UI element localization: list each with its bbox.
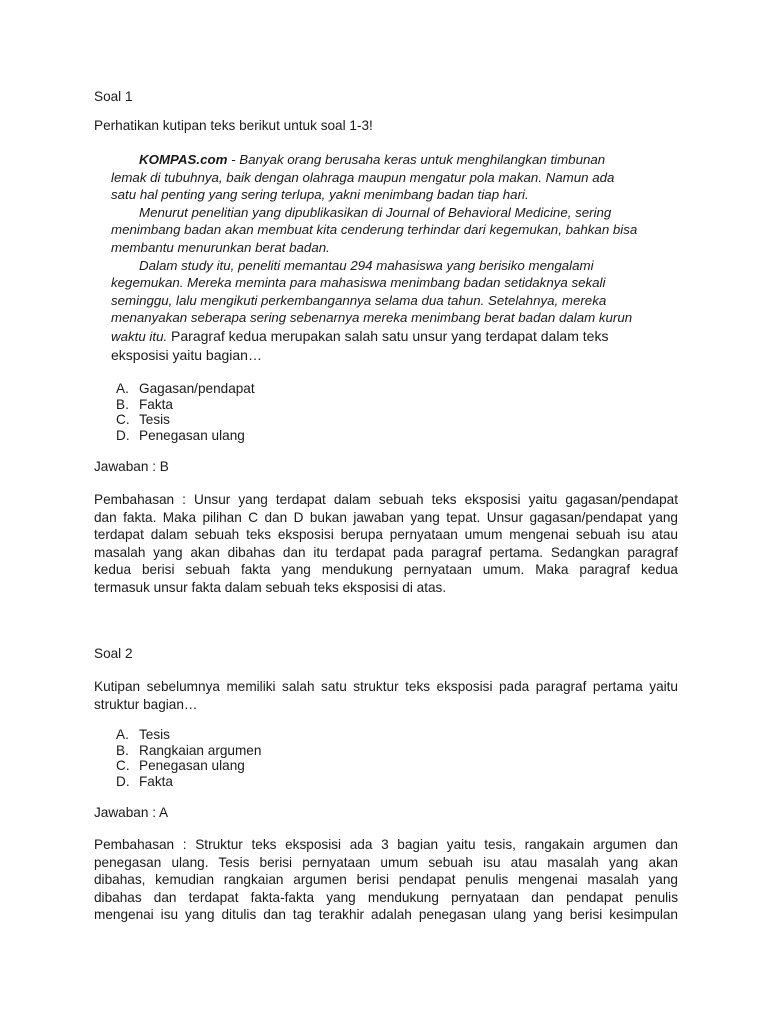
soal-1-title: Soal 1 xyxy=(94,89,133,104)
option-b: B. Fakta xyxy=(116,396,173,412)
soal-2-explanation xyxy=(94,836,678,924)
quote-line: KOMPAS.com - Banyak orang berusaha keras untuk menghilangkan timbunan xyxy=(139,152,606,167)
question-line: Kutipan sebelumnya memiliki salah satu struktur teks eksposisi pada paragraf pertama yaitu xyxy=(94,679,678,694)
explanation-line: mengenai isu yang ditulis dan tag terakhir adalah penegasan ulang yang berisi kesimpulan xyxy=(94,907,678,922)
explanation-line: kedua berisi sebuah fakta yang mendukung pernyataan umum. Maka paragraf kedua xyxy=(94,562,678,577)
quote-line: satu hal penting yang sering terlupa, yakni menimbang badan tiap hari. xyxy=(111,187,529,203)
option-c: C. Penegasan ulang xyxy=(116,758,245,773)
quote-line: menimbang badan akan membuat kita cenderung terhindar dari kegemukan, bahkan bisa xyxy=(111,222,638,238)
option-d: D. Fakta xyxy=(116,773,173,789)
soal-2-question xyxy=(94,678,678,713)
soal-2-answer: Jawaban : A xyxy=(94,805,169,820)
soal-2-options xyxy=(116,727,676,789)
quote-line: menanyakan seberapa sering sebenarnya mereka menimbang berat badan dalam kurun xyxy=(111,310,633,326)
explanation-line: Pembahasan : Unsur yang terdapat dalam sebuah teks eksposisi yaitu gagasan/pendapat xyxy=(94,492,678,507)
quote-line: lemak di tubuhnya, baik dengan olahraga maupun mengatur pola makan. Namun ada xyxy=(111,169,615,185)
question-line: struktur bagian… xyxy=(94,696,198,712)
explanation-line: terdapat dalam sebuah teks eksposisi berupa pernyataan umum mengenai sebuah isu atau xyxy=(94,527,678,542)
question-text: Paragraf kedua merupakan salah satu unsur yang terdapat dalam teks xyxy=(167,327,609,344)
quote-line: membantu menurunkan berat badan. xyxy=(111,239,330,255)
quote-source: KOMPAS.com xyxy=(139,152,228,167)
quoted-article xyxy=(111,151,678,365)
option-d: D. Penegasan ulang xyxy=(116,427,245,443)
quote-line: seminggu, lalu mengikuti perkembangannya selama dua tahun. Setelahnya, mereka xyxy=(111,292,607,308)
explanation-line: masalah yang akan dibahas dan itu terdapat pada paragraf pertama. Sedangkan paragraf xyxy=(94,544,678,560)
explanation-line: dan fakta. Maka pilihan C dan D bukan jawaban yang tepat. Unsur gagasan/pendapat yang xyxy=(94,509,678,525)
explanation-line: dibahas, kemudian rangkaian argumen berisi pendapat penulis mengenai masalah yang xyxy=(94,872,678,887)
explanation-line: termasuk unsur fakta dalam sebuah teks eksposisi di atas. xyxy=(94,579,447,595)
option-a: A. Gagasan/pendapat xyxy=(116,381,255,396)
explanation-line: penegasan ulang. Tesis berisi pernyataan umum sebuah isu atau masalah yang akan xyxy=(94,854,678,870)
quote-line: waktu itu. Paragraf kedua merupakan salah satu unsur yang terdapat dalam teks xyxy=(111,327,609,344)
option-a: A. Tesis xyxy=(116,727,170,742)
soal-1-instruction: Perhatikan kutipan teks berikut untuk soal 1-3! xyxy=(94,118,373,133)
soal-1-options xyxy=(116,381,676,443)
explanation-line: dibahas dan terdapat fakta-fakta yang mendukung pernyataan dan pendapat penulis xyxy=(94,889,678,905)
quote-line: kegemukan. Mereka meminta para mahasiswa menimbang badan setidaknya sekali xyxy=(111,275,606,291)
explanation-line: Pembahasan : Struktur teks eksposisi ada 3 bagian yaitu tesis, rangakain argumen dan xyxy=(94,837,678,852)
soal-1-explanation xyxy=(94,491,678,596)
option-b: B. Rangkaian argumen xyxy=(116,742,262,758)
quote-line: Dalam study itu, peneliti memantau 294 mahasiswa yang berisiko mengalami xyxy=(139,257,594,273)
option-c: C. Tesis xyxy=(116,412,170,427)
soal-1-answer: Jawaban : B xyxy=(94,459,169,474)
question-text: eksposisi yaitu bagian… xyxy=(111,346,262,363)
soal-2-title: Soal 2 xyxy=(94,646,133,661)
quote-line: Menurut penelitian yang dipublikasikan di Journal of Behavioral Medicine, sering xyxy=(139,204,612,220)
